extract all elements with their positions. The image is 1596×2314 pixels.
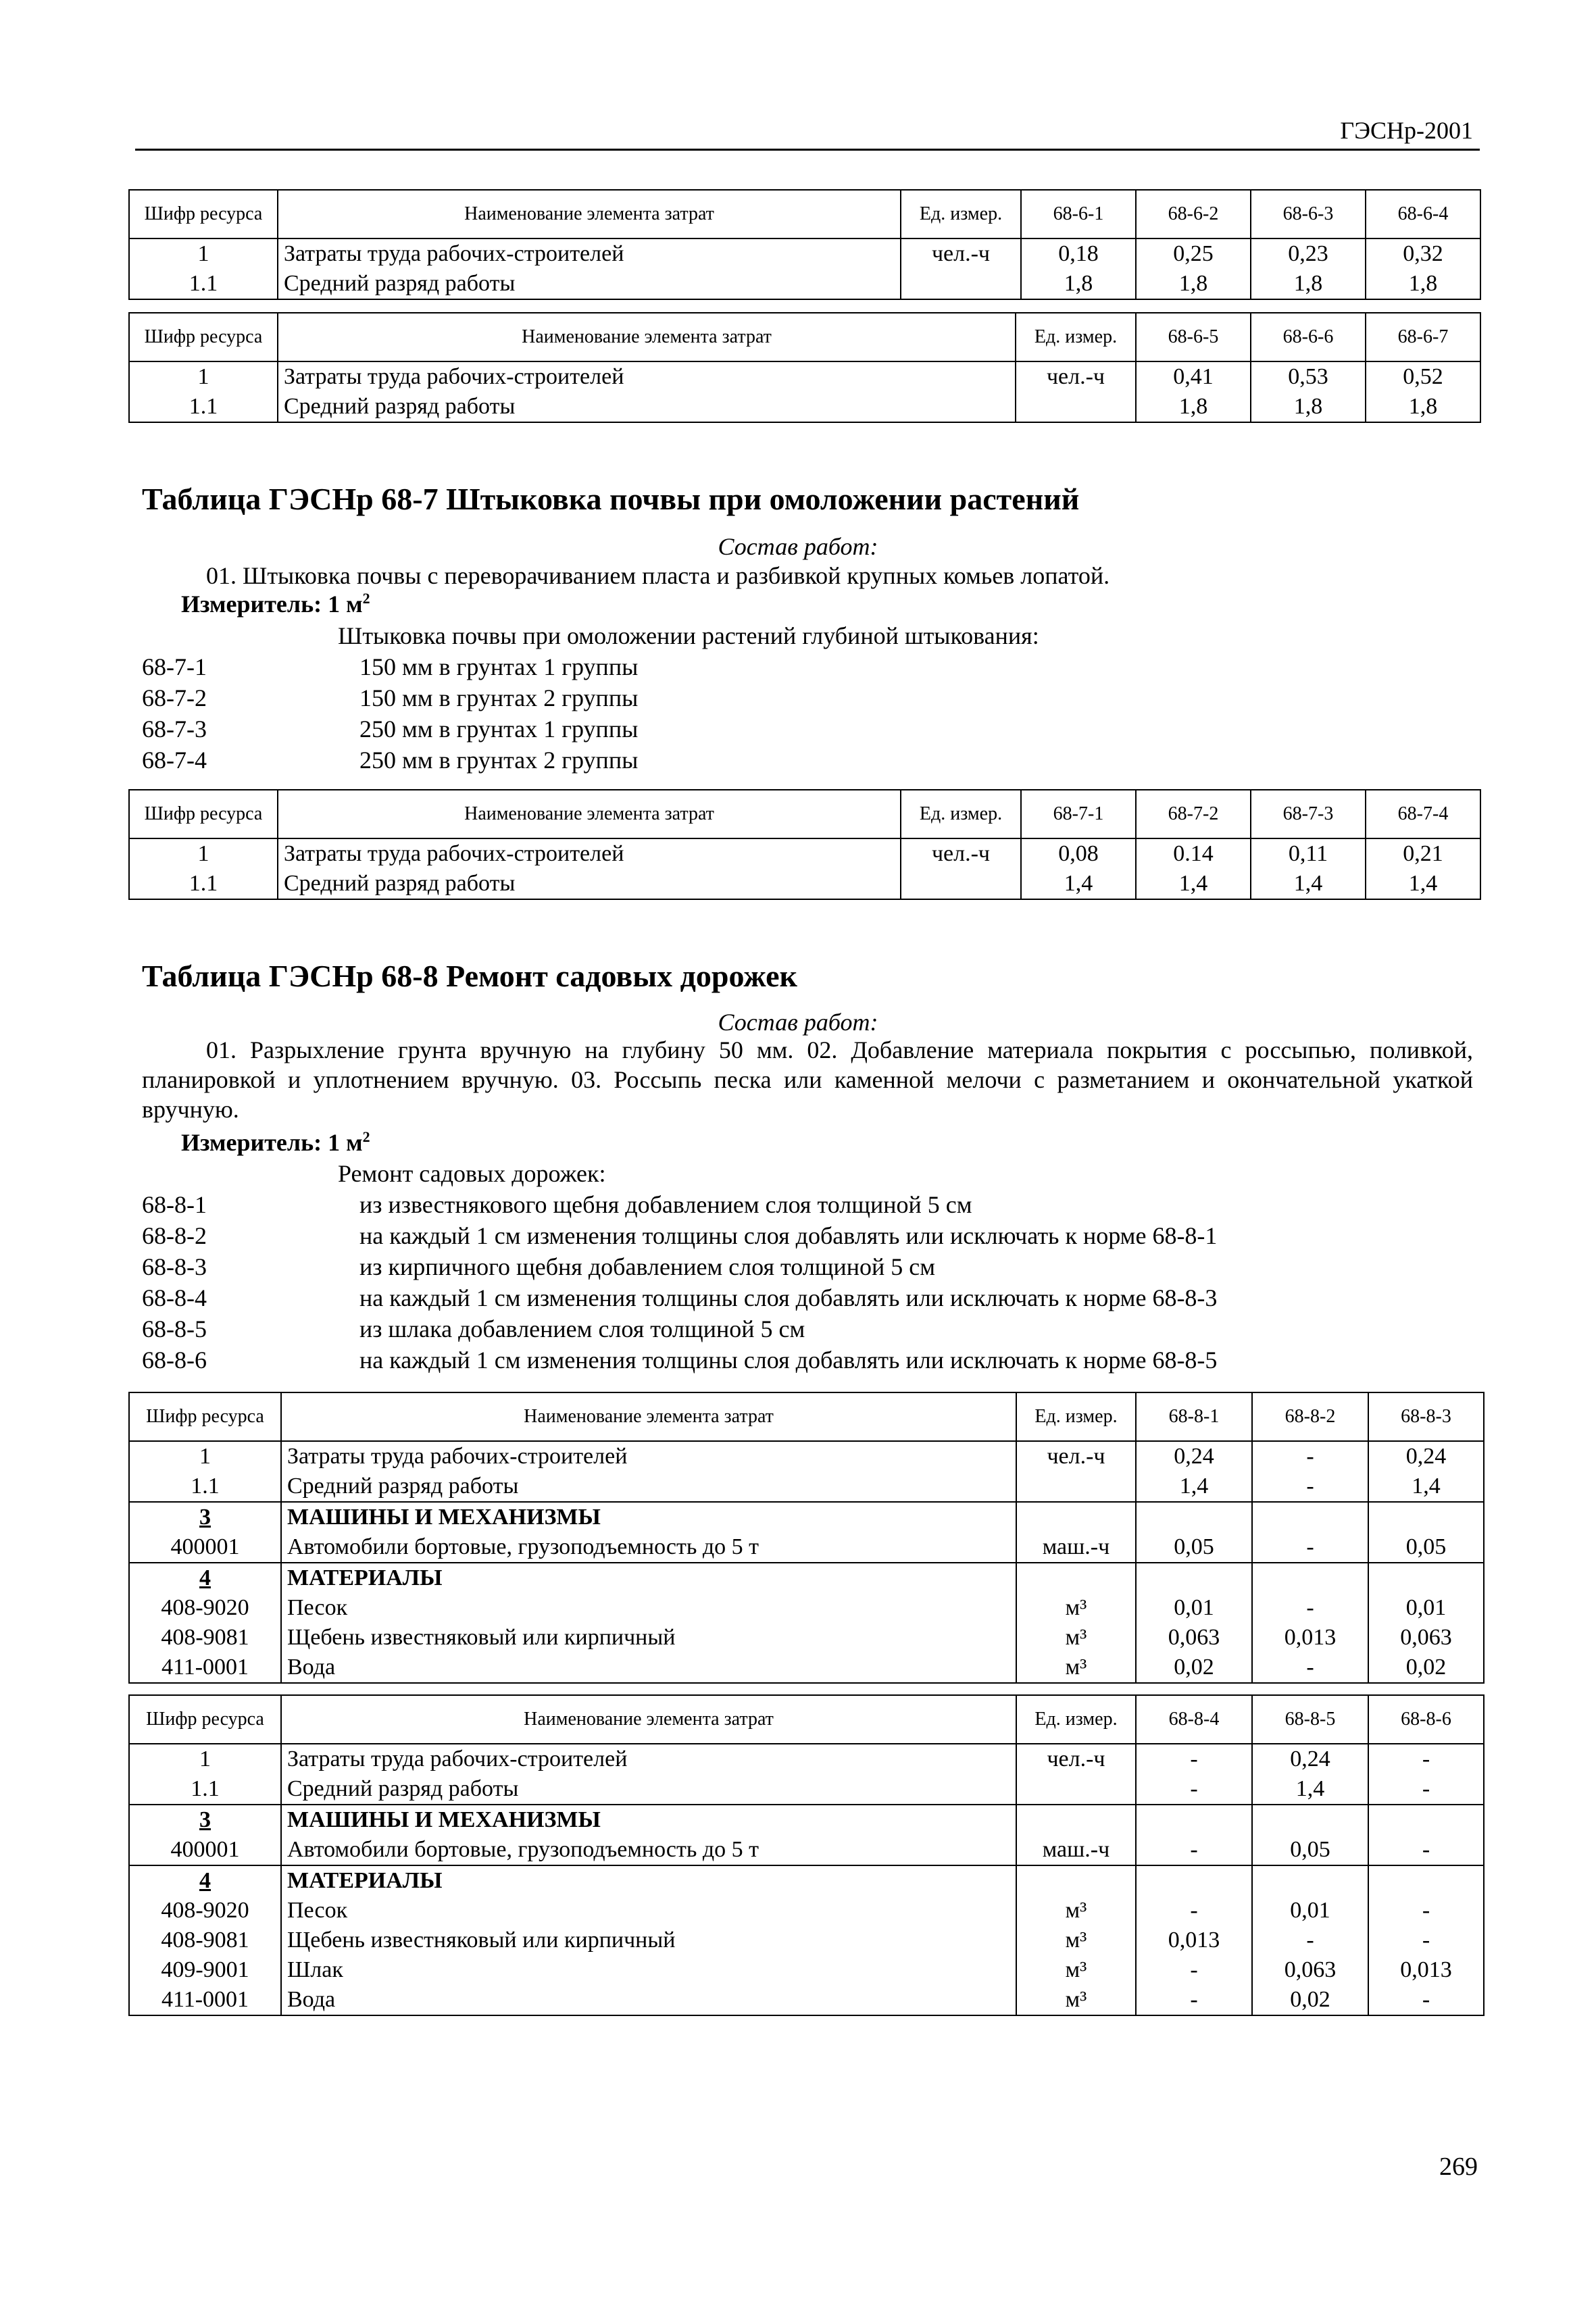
- resource-code: 3: [129, 1502, 281, 1532]
- resource-code: 1.1: [129, 869, 278, 899]
- resource-code: 1.1: [129, 1472, 281, 1502]
- resource-code: 411-0001: [129, 1985, 281, 2015]
- value: -: [1252, 1472, 1368, 1502]
- col-header-norm: 68-6-7: [1366, 313, 1480, 361]
- value: -: [1368, 1744, 1484, 1774]
- table-row: [129, 1744, 1484, 1774]
- value: 1,8: [1021, 269, 1136, 299]
- value: 1,8: [1136, 392, 1251, 422]
- col-header-code: Шифр ресурса: [129, 1392, 281, 1441]
- cost-element: Песок: [281, 1896, 1016, 1926]
- value: 0,21: [1366, 838, 1480, 869]
- unit: чел.-ч: [901, 838, 1021, 869]
- table-68-7: [128, 789, 1481, 900]
- unit: м³: [1016, 1896, 1136, 1926]
- table-row: [129, 1593, 1484, 1623]
- col-header-norm: 68-8-2: [1252, 1392, 1368, 1441]
- col-header-norm: 68-7-1: [1021, 790, 1136, 838]
- col-header-norm: 68-7-2: [1136, 790, 1251, 838]
- value: -: [1252, 1653, 1368, 1683]
- resource-code: 1: [129, 1744, 281, 1774]
- item-text: 150 мм в грунтах 1 группы: [359, 653, 639, 680]
- group-header-row: [129, 1563, 1484, 1593]
- item-code: 68-7-2: [142, 684, 207, 711]
- cost-element: Средний разряд работы: [278, 869, 901, 899]
- col-header-name: Наименование элемента затрат: [278, 313, 1016, 361]
- value: -: [1136, 1896, 1252, 1926]
- col-header-norm: 68-6-5: [1136, 313, 1251, 361]
- group-header-row: [129, 1805, 1484, 1835]
- value: 0,013: [1136, 1926, 1252, 1955]
- page-number: 269: [1439, 2153, 1478, 2181]
- value: -: [1368, 1896, 1484, 1926]
- cost-element: Средний разряд работы: [278, 392, 1016, 422]
- unit: [1016, 1472, 1136, 1502]
- resource-code: 400001: [129, 1532, 281, 1563]
- item-code: 68-7-1: [142, 653, 207, 680]
- item-text: 250 мм в грунтах 1 группы: [359, 715, 639, 743]
- value: 1,4: [1366, 869, 1480, 899]
- value: 0,013: [1368, 1955, 1484, 1985]
- unit: м³: [1016, 1926, 1136, 1955]
- item-text: 150 мм в грунтах 2 группы: [359, 684, 639, 711]
- value: 0,52: [1366, 361, 1480, 392]
- resource-code: 4: [129, 1865, 281, 1896]
- group-header-row: [129, 1865, 1484, 1896]
- value: 1,8: [1366, 269, 1480, 299]
- resource-code: 1: [129, 838, 278, 869]
- value: 0.14: [1136, 838, 1251, 869]
- cost-element: Шлак: [281, 1955, 1016, 1985]
- table-row: [129, 1441, 1484, 1472]
- group-title: МАТЕРИАЛЫ: [281, 1865, 1016, 1896]
- resource-code: 4: [129, 1563, 281, 1593]
- resource-code: 1.1: [129, 1774, 281, 1805]
- value: -: [1368, 1985, 1484, 2015]
- item-text: на каждый 1 см изменения толщины слоя добавлять или исключать к норме 68-8-5: [359, 1347, 1218, 1374]
- unit: м³: [1016, 1623, 1136, 1653]
- col-header-unit: Ед. измер.: [901, 190, 1021, 238]
- col-header-code: Шифр ресурса: [129, 790, 278, 838]
- cost-element: Средний разряд работы: [281, 1774, 1016, 1805]
- value: 0,11: [1251, 838, 1366, 869]
- resource-code: 1: [129, 1441, 281, 1472]
- value: -: [1368, 1926, 1484, 1955]
- value: 0,53: [1251, 361, 1366, 392]
- resource-code: 408-9020: [129, 1593, 281, 1623]
- table-row: [129, 869, 1480, 899]
- table-row: [129, 1985, 1484, 2015]
- value: 0,24: [1368, 1441, 1484, 1472]
- resource-code: 411-0001: [129, 1653, 281, 1683]
- col-header-norm: 68-6-1: [1021, 190, 1136, 238]
- cost-element: Средний разряд работы: [278, 269, 901, 299]
- group-header-row: [129, 1502, 1484, 1532]
- col-header-unit: Ед. измер.: [1016, 1392, 1136, 1441]
- unit: м³: [1016, 1985, 1136, 2015]
- group-title: МАШИНЫ И МЕХАНИЗМЫ: [281, 1805, 1016, 1835]
- running-header: [135, 114, 1480, 151]
- cost-element: Вода: [281, 1985, 1016, 2015]
- col-header-norm: 68-7-3: [1251, 790, 1366, 838]
- group-title: Ремонт садовых дорожек:: [338, 1160, 606, 1187]
- value: 1,4: [1368, 1472, 1484, 1502]
- value: 0,23: [1251, 238, 1366, 269]
- value: 0,08: [1021, 838, 1136, 869]
- item-code: 68-8-2: [142, 1222, 207, 1249]
- value: -: [1252, 1532, 1368, 1563]
- unit: м³: [1016, 1593, 1136, 1623]
- cost-element: Щебень известняковый или кирпичный: [281, 1623, 1016, 1653]
- item-text: 250 мм в грунтах 2 группы: [359, 747, 639, 774]
- value: 0,01: [1368, 1593, 1484, 1623]
- item-code: 68-8-4: [142, 1284, 207, 1311]
- cost-element: Затраты труда рабочих-строителей: [281, 1441, 1016, 1472]
- item-code: 68-7-3: [142, 715, 207, 743]
- unit: чел.-ч: [901, 238, 1021, 269]
- item-code: 68-8-6: [142, 1347, 207, 1374]
- value: 1,8: [1136, 269, 1251, 299]
- col-header-unit: Ед. измер.: [1016, 1695, 1136, 1744]
- table-row: [129, 1653, 1484, 1683]
- table-68-8-part1: [128, 1392, 1485, 1684]
- col-header-code: Шифр ресурса: [129, 313, 278, 361]
- value: 1,4: [1251, 869, 1366, 899]
- value: 0,02: [1252, 1985, 1368, 2015]
- resource-code: 400001: [129, 1835, 281, 1865]
- unit: [1016, 1774, 1136, 1805]
- section-title-68-7: Таблица ГЭСНр 68-7 Штыковка почвы при омоложении растений: [142, 482, 1080, 516]
- value: -: [1252, 1593, 1368, 1623]
- resource-code: 409-9001: [129, 1955, 281, 1985]
- col-header-norm: 68-8-5: [1252, 1695, 1368, 1744]
- resource-code: 1: [129, 238, 278, 269]
- item-text: из кирпичного щебня добавлением слоя толщиной 5 см: [359, 1253, 936, 1280]
- table-row: [129, 1926, 1484, 1955]
- unit: чел.-ч: [1016, 1744, 1136, 1774]
- col-header-name: Наименование элемента затрат: [281, 1695, 1016, 1744]
- unit: м³: [1016, 1955, 1136, 1985]
- col-header-norm: 68-8-6: [1368, 1695, 1484, 1744]
- resource-code: 408-9020: [129, 1896, 281, 1926]
- table-row: [129, 1623, 1484, 1653]
- item-code: 68-7-4: [142, 747, 207, 774]
- col-header-norm: 68-7-4: [1366, 790, 1480, 838]
- col-header-unit: Ед. измер.: [901, 790, 1021, 838]
- value: 0,24: [1252, 1744, 1368, 1774]
- value: 1,8: [1251, 269, 1366, 299]
- col-header-norm: 68-8-4: [1136, 1695, 1252, 1744]
- unit: [901, 869, 1021, 899]
- value: 0,01: [1136, 1593, 1252, 1623]
- value: -: [1252, 1441, 1368, 1472]
- resource-code: 3: [129, 1805, 281, 1835]
- table-row: [129, 1774, 1484, 1805]
- value: -: [1252, 1926, 1368, 1955]
- value: 0,18: [1021, 238, 1136, 269]
- value: 0,25: [1136, 238, 1251, 269]
- unit: маш.-ч: [1016, 1835, 1136, 1865]
- cost-element: Затраты труда рабочих-строителей: [281, 1744, 1016, 1774]
- table-68-6-part1: [128, 189, 1481, 300]
- value: -: [1136, 1835, 1252, 1865]
- unit: чел.-ч: [1016, 1441, 1136, 1472]
- value: -: [1136, 1744, 1252, 1774]
- value: 0,063: [1136, 1623, 1252, 1653]
- table-row: [129, 838, 1480, 869]
- work-composition-label: Состав работ:: [718, 1009, 878, 1036]
- col-header-norm: 68-8-1: [1136, 1392, 1252, 1441]
- unit: [1016, 392, 1136, 422]
- resource-code: 408-9081: [129, 1623, 281, 1653]
- group-title: Штыковка почвы при омоложении растений глубиной штыкования:: [338, 622, 1039, 649]
- work-description: 01. Штыковка почвы с переворачиванием пласта и разбивкой крупных комьев лопатой.: [206, 562, 1110, 589]
- value: 0,24: [1136, 1441, 1252, 1472]
- table-row: [129, 238, 1480, 269]
- value: -: [1136, 1774, 1252, 1805]
- group-title: МАТЕРИАЛЫ: [281, 1563, 1016, 1593]
- col-header-norm: 68-6-4: [1366, 190, 1480, 238]
- col-header-code: Шифр ресурса: [129, 1695, 281, 1744]
- value: -: [1136, 1955, 1252, 1985]
- table-row: [129, 1955, 1484, 1985]
- resource-code: 1: [129, 361, 278, 392]
- item-text: из шлака добавлением слоя толщиной 5 см: [359, 1315, 805, 1342]
- cost-element: Средний разряд работы: [281, 1472, 1016, 1502]
- col-header-unit: Ед. измер.: [1016, 313, 1136, 361]
- resource-code: 1.1: [129, 392, 278, 422]
- section-title-68-8: Таблица ГЭСНр 68-8 Ремонт садовых дорожек: [142, 959, 798, 993]
- value: 1,8: [1366, 392, 1480, 422]
- value: 0,063: [1368, 1623, 1484, 1653]
- value: 1,4: [1136, 869, 1251, 899]
- table-row: [129, 392, 1480, 422]
- value: 1,4: [1136, 1472, 1252, 1502]
- cost-element: Автомобили бортовые, грузоподъемность до 5 т: [281, 1835, 1016, 1865]
- table-68-8-part2: [128, 1694, 1485, 2016]
- item-text: на каждый 1 см изменения толщины слоя добавлять или исключать к норме 68-8-3: [359, 1284, 1218, 1311]
- measure: Измеритель: 1 $м^2$: [181, 1128, 370, 1156]
- col-header-code: Шифр ресурса: [129, 190, 278, 238]
- cost-element: Затраты труда рабочих-строителей: [278, 838, 901, 869]
- col-header-name: Наименование элемента затрат: [281, 1392, 1016, 1441]
- col-header-norm: 68-8-3: [1368, 1392, 1484, 1441]
- value: 1,4: [1021, 869, 1136, 899]
- value: 1,4: [1252, 1774, 1368, 1805]
- work-composition-label: Состав работ:: [718, 533, 878, 560]
- value: -: [1368, 1774, 1484, 1805]
- item-code: 68-8-3: [142, 1253, 207, 1280]
- table-68-6-part2: [128, 312, 1481, 423]
- col-header-name: Наименование элемента затрат: [278, 190, 901, 238]
- col-header-norm: 68-6-3: [1251, 190, 1366, 238]
- group-title: МАШИНЫ И МЕХАНИЗМЫ: [281, 1502, 1016, 1532]
- value: -: [1368, 1835, 1484, 1865]
- table-row: [129, 1835, 1484, 1865]
- unit: маш.-ч: [1016, 1532, 1136, 1563]
- table-row: [129, 269, 1480, 299]
- value: 0,41: [1136, 361, 1251, 392]
- table-row: [129, 1896, 1484, 1926]
- measure: Измеритель: 1 $м^2$: [181, 590, 370, 618]
- table-row: [129, 1532, 1484, 1563]
- item-text: из известнякового щебня добавлением слоя толщиной 5 см: [359, 1191, 972, 1218]
- unit: м³: [1016, 1653, 1136, 1683]
- unit: чел.-ч: [1016, 361, 1136, 392]
- value: 0,32: [1366, 238, 1480, 269]
- cost-element: Затраты труда рабочих-строителей: [278, 361, 1016, 392]
- value: 0,05: [1252, 1835, 1368, 1865]
- value: 0,013: [1252, 1623, 1368, 1653]
- table-row: [129, 1472, 1484, 1502]
- value: 0,05: [1136, 1532, 1252, 1563]
- cost-element: Автомобили бортовые, грузоподъемность до 5 т: [281, 1532, 1016, 1563]
- col-header-norm: 68-6-2: [1136, 190, 1251, 238]
- cost-element: Затраты труда рабочих-строителей: [278, 238, 901, 269]
- table-row: [129, 361, 1480, 392]
- work-description: 01. Разрыхление грунта вручную на глубину 50 мм. 02. Добавление материала покрытия с россыпью, поливкой, планировкой и уплотнением вручную. 03. Россыпь песка или каменной мелочи с разметанием и окончательной укаткой вручную.: [142, 1036, 1473, 1123]
- cost-element: Щебень известняковый или кирпичный: [281, 1926, 1016, 1955]
- item-code: 68-8-5: [142, 1315, 207, 1342]
- cost-element: Вода: [281, 1653, 1016, 1683]
- item-text: на каждый 1 см изменения толщины слоя добавлять или исключать к норме 68-8-1: [359, 1222, 1218, 1249]
- doc-code: ГЭСНр-2001: [1340, 117, 1473, 144]
- cost-element: Песок: [281, 1593, 1016, 1623]
- value: 0,02: [1136, 1653, 1252, 1683]
- resource-code: 408-9081: [129, 1926, 281, 1955]
- value: -: [1136, 1985, 1252, 2015]
- value: 0,063: [1252, 1955, 1368, 1985]
- col-header-name: Наименование элемента затрат: [278, 790, 901, 838]
- item-code: 68-8-1: [142, 1191, 207, 1218]
- value: 0,01: [1252, 1896, 1368, 1926]
- value: 0,05: [1368, 1532, 1484, 1563]
- value: 0,02: [1368, 1653, 1484, 1683]
- resource-code: 1.1: [129, 269, 278, 299]
- unit: [901, 269, 1021, 299]
- value: 1,8: [1251, 392, 1366, 422]
- col-header-norm: 68-6-6: [1251, 313, 1366, 361]
